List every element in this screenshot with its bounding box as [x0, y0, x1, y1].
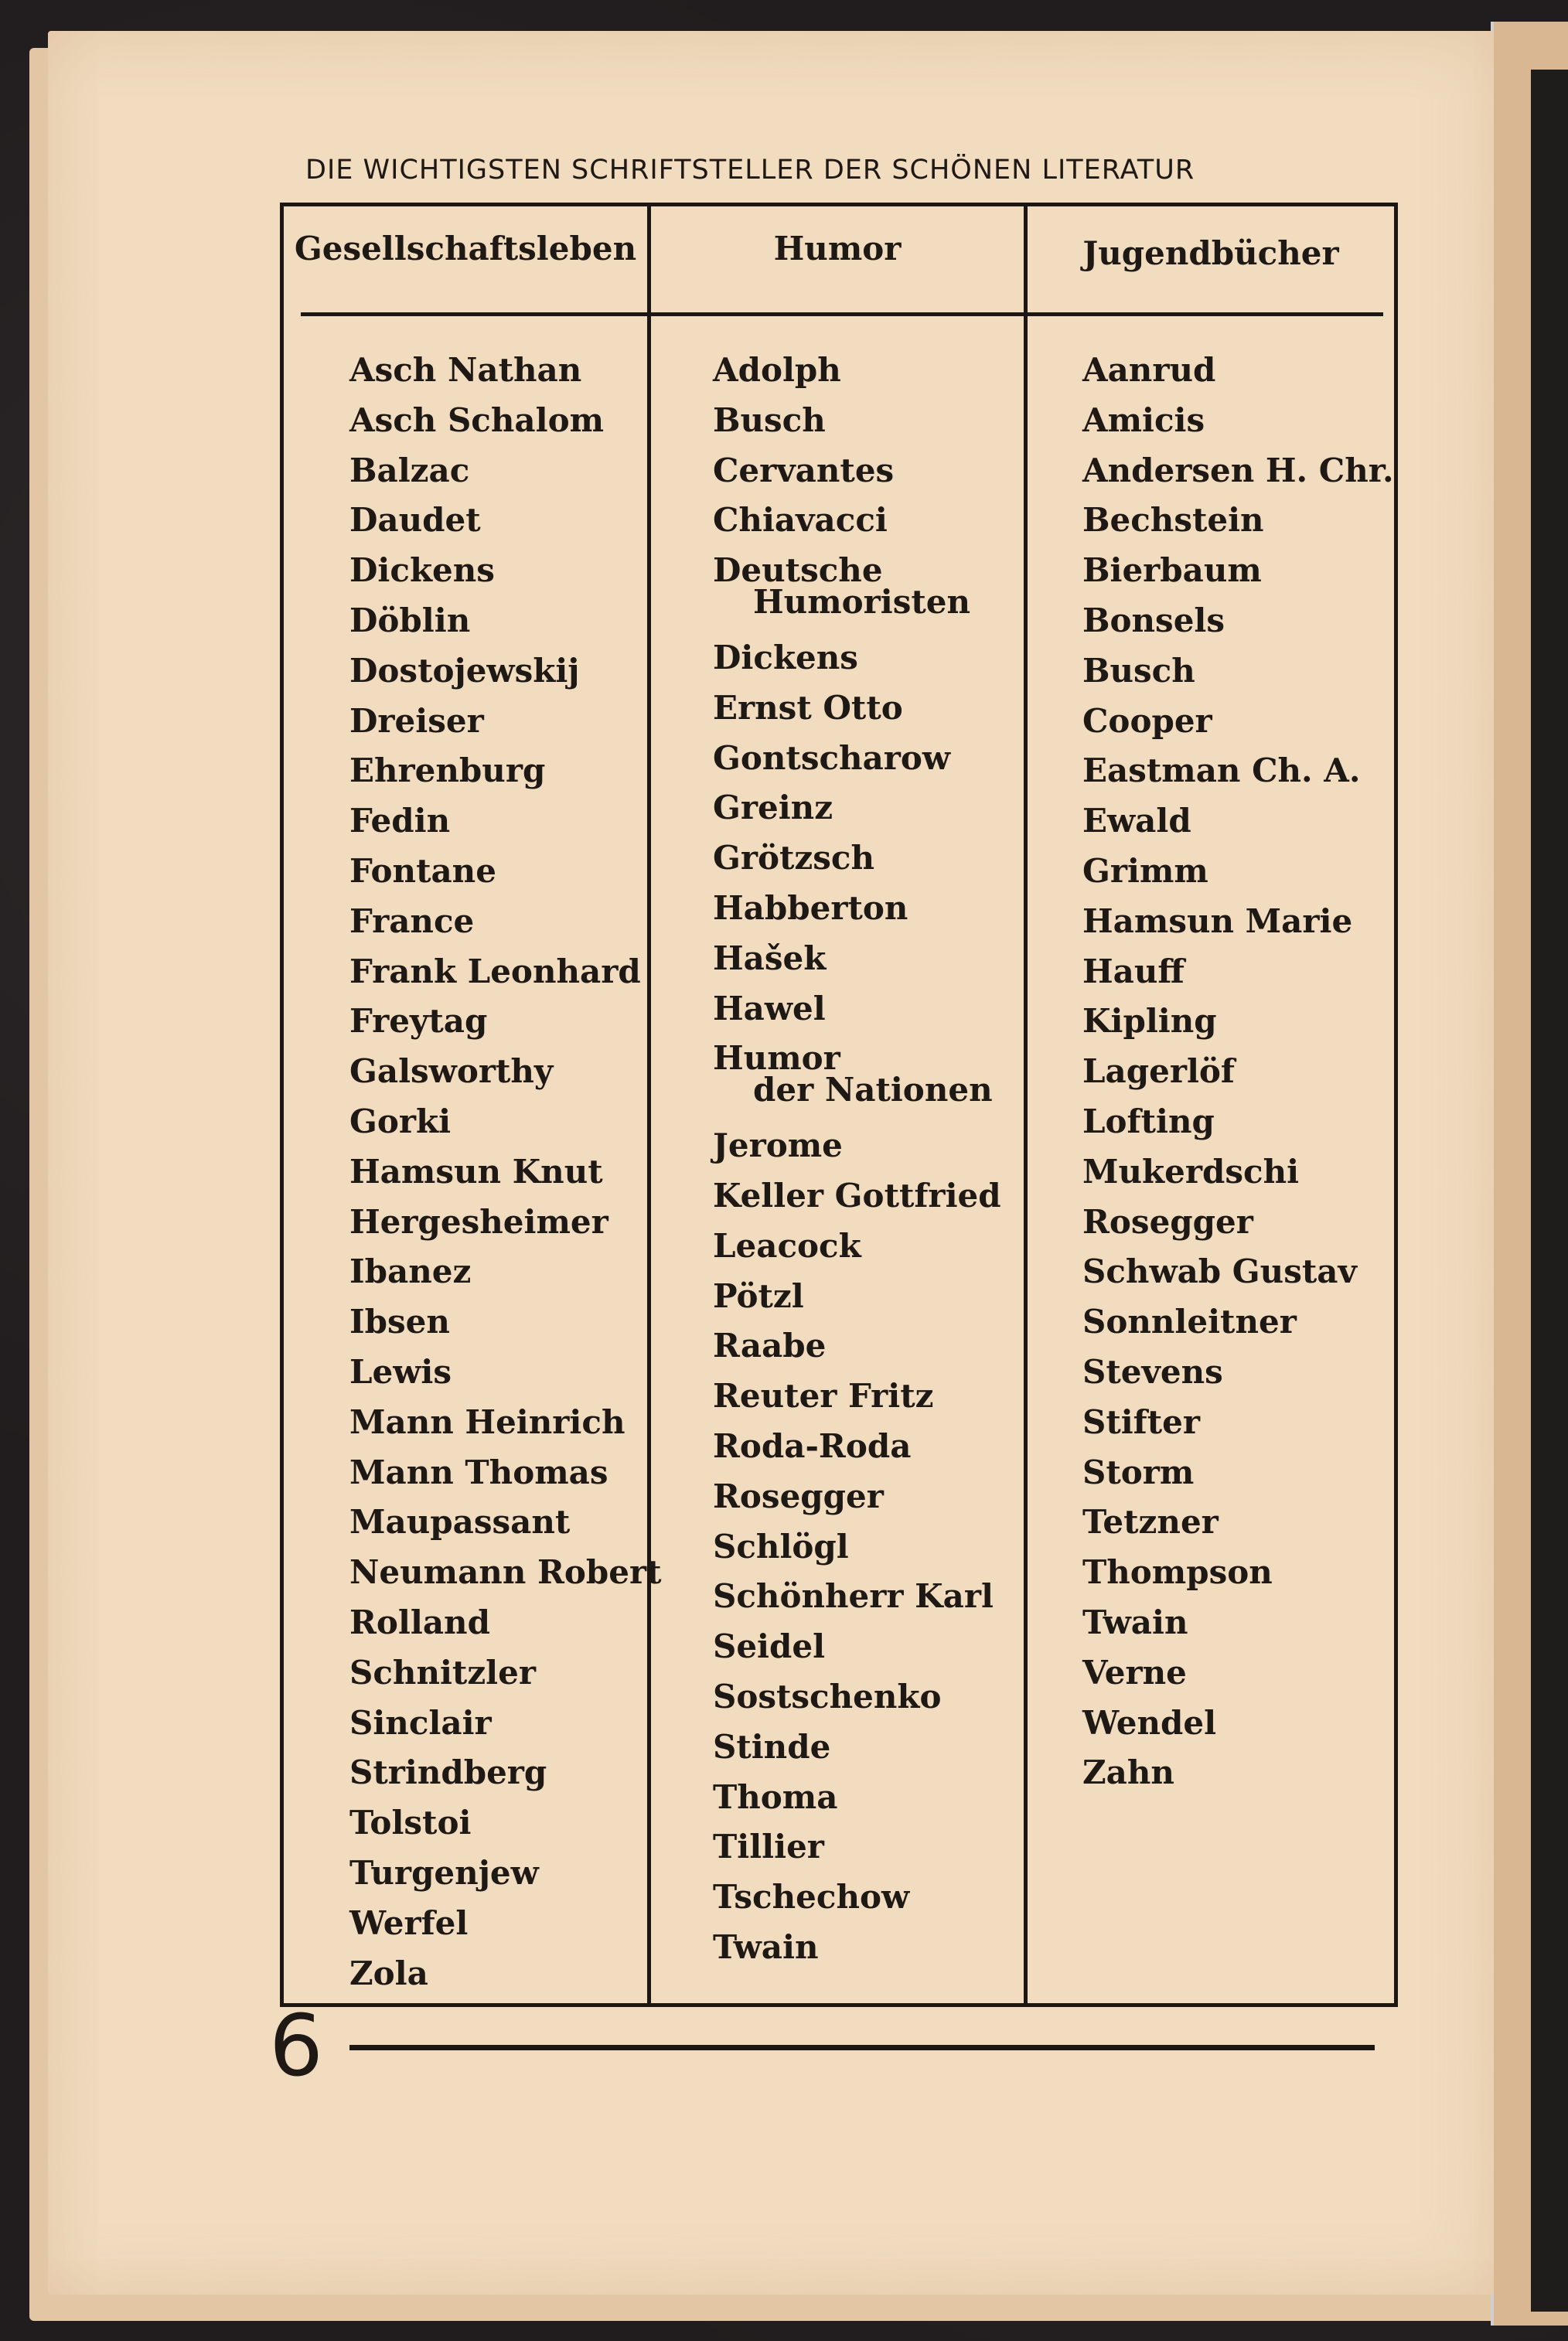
list-item: Humoristen — [753, 582, 971, 621]
list-item: Hašek — [713, 939, 827, 977]
list-item: Raabe — [713, 1327, 827, 1365]
list-item: Grimm — [1082, 851, 1208, 890]
footer-rule — [349, 2045, 1375, 2050]
list-item: Leacock — [713, 1226, 861, 1265]
list-item: Rosegger — [713, 1477, 884, 1515]
list-item: Aanrud — [1082, 351, 1216, 389]
list-item: Schlögl — [713, 1527, 849, 1566]
list-item: Gontscharow — [713, 738, 951, 777]
list-item: Mann Heinrich — [349, 1402, 625, 1441]
list-item: Hawel — [713, 989, 826, 1027]
list-item: Fedin — [349, 802, 451, 840]
column-heading-jugendbuecher: Jugendbücher — [1082, 234, 1339, 272]
list-item: Adolph — [713, 351, 841, 389]
list-item: Maupassant — [349, 1503, 571, 1542]
list-item: Humor — [713, 1039, 840, 1078]
list-item: Reuter Fritz — [713, 1377, 934, 1416]
list-item: Lofting — [1082, 1102, 1215, 1140]
list-item: der Nationen — [753, 1071, 993, 1109]
list-item: Turgenjew — [349, 1853, 539, 1892]
list-item: Schwab Gustav — [1082, 1252, 1357, 1291]
list-item: Stinde — [713, 1727, 831, 1766]
list-item: Verne — [1082, 1653, 1187, 1692]
list-item: Andersen H. Chr. — [1082, 451, 1394, 489]
column-divider — [1024, 206, 1028, 2003]
list-item: Stifter — [1082, 1402, 1201, 1441]
list-item: Greinz — [713, 789, 833, 827]
list-item: Bonsels — [1082, 601, 1225, 639]
list-item: Hamsun Knut — [349, 1152, 603, 1191]
list-item: Döblin — [349, 601, 471, 639]
list-item: Busch — [1082, 651, 1195, 690]
list-item: Kipling — [1082, 1002, 1217, 1041]
list-item: Pötzl — [713, 1276, 804, 1315]
list-item: Hauff — [1082, 952, 1185, 990]
list-item: Frank Leonhard — [349, 952, 641, 990]
column-gesellschaftsleben — [349, 346, 662, 1999]
list-item: Tetzner — [1082, 1503, 1219, 1542]
list-item: Asch Schalom — [349, 400, 605, 439]
list-item: Mann Thomas — [349, 1453, 608, 1491]
header-rule — [301, 312, 1383, 316]
list-item: Roda-Roda — [713, 1426, 912, 1465]
list-item: Thompson — [1082, 1553, 1273, 1592]
list-item: France — [349, 901, 475, 940]
list-item: Balzac — [349, 451, 470, 489]
list-item: Hergesheimer — [349, 1202, 608, 1241]
list-item: Daudet — [349, 501, 481, 540]
column-heading-gesellschaftsleben: Gesellschaftsleben — [294, 230, 637, 267]
list-item: Thoma — [713, 1777, 838, 1816]
list-item: Sonnleitner — [1082, 1303, 1297, 1341]
list-item: Stevens — [1082, 1352, 1223, 1391]
list-item: Cervantes — [713, 451, 895, 489]
list-item: Mukerdschi — [1082, 1152, 1300, 1191]
list-item: Tschechow — [713, 1878, 910, 1917]
list-item: Tolstoi — [349, 1804, 472, 1842]
list-item: Seidel — [713, 1627, 826, 1666]
page-header: DIE WICHTIGSTEN SCHRIFTSTELLER DER SCHÖNEN LITERATUR — [305, 155, 1195, 186]
list-item: Storm — [1082, 1453, 1195, 1491]
list-item: Freytag — [349, 1002, 488, 1041]
list-item: Ewald — [1082, 802, 1191, 840]
list-item: Sinclair — [349, 1703, 492, 1742]
list-item: Tillier — [713, 1828, 824, 1866]
list-item: Chiavacci — [713, 501, 888, 540]
list-item: Dickens — [349, 551, 495, 590]
list-item: Lewis — [349, 1352, 452, 1391]
list-item: Amicis — [1082, 400, 1205, 439]
list-item: Rosegger — [1082, 1202, 1253, 1241]
list-item: Fontane — [349, 851, 496, 890]
list-item: Hamsun Marie — [1082, 901, 1353, 940]
list-item: Sostschenko — [713, 1677, 942, 1716]
list-item: Busch — [713, 400, 826, 439]
list-item: Zahn — [1082, 1753, 1174, 1792]
list-item: Habberton — [713, 888, 908, 927]
list-item: Wendel — [1082, 1703, 1217, 1742]
list-item: Rolland — [349, 1603, 490, 1641]
column-heading-humor: Humor — [773, 230, 902, 267]
list-item: Zola — [349, 1954, 428, 1992]
list-item: Dickens — [713, 638, 858, 676]
list-item: Deutsche — [713, 551, 883, 590]
list-item: Eastman Ch. A. — [1082, 751, 1361, 790]
list-item: Twain — [1082, 1603, 1188, 1641]
list-item: Gorki — [349, 1102, 452, 1140]
list-item: Keller Gottfried — [713, 1176, 1001, 1215]
list-item: Dreiser — [349, 701, 484, 740]
list-item: Dostojewskij — [349, 651, 580, 690]
list-item: Neumann Robert — [349, 1553, 662, 1592]
list-item: Cooper — [1082, 701, 1212, 740]
list-item: Ernst Otto — [713, 688, 903, 727]
list-item: Asch Nathan — [349, 351, 582, 389]
column-jugendbuecher — [1082, 346, 1394, 1798]
list-item: Bechstein — [1082, 501, 1264, 540]
list-item: Jerome — [713, 1126, 843, 1165]
list-item: Ibsen — [349, 1303, 450, 1341]
column-humor — [713, 346, 1001, 1973]
list-item: Grötzsch — [713, 839, 875, 877]
page-number: 6 — [269, 1996, 323, 2095]
list-item: Galsworthy — [349, 1052, 554, 1091]
list-item: Twain — [713, 1927, 819, 1966]
list-item: Ehrenburg — [349, 751, 546, 790]
list-item: Werfel — [349, 1903, 469, 1942]
author-table — [280, 203, 1398, 2007]
list-item: Schönherr Karl — [713, 1577, 994, 1616]
binding-strip — [1531, 70, 1568, 2312]
list-item: Schnitzler — [349, 1653, 536, 1692]
list-item: Bierbaum — [1082, 551, 1262, 590]
list-item: Ibanez — [349, 1252, 472, 1291]
list-item: Lagerlöf — [1082, 1052, 1235, 1091]
list-item: Strindberg — [349, 1753, 547, 1792]
